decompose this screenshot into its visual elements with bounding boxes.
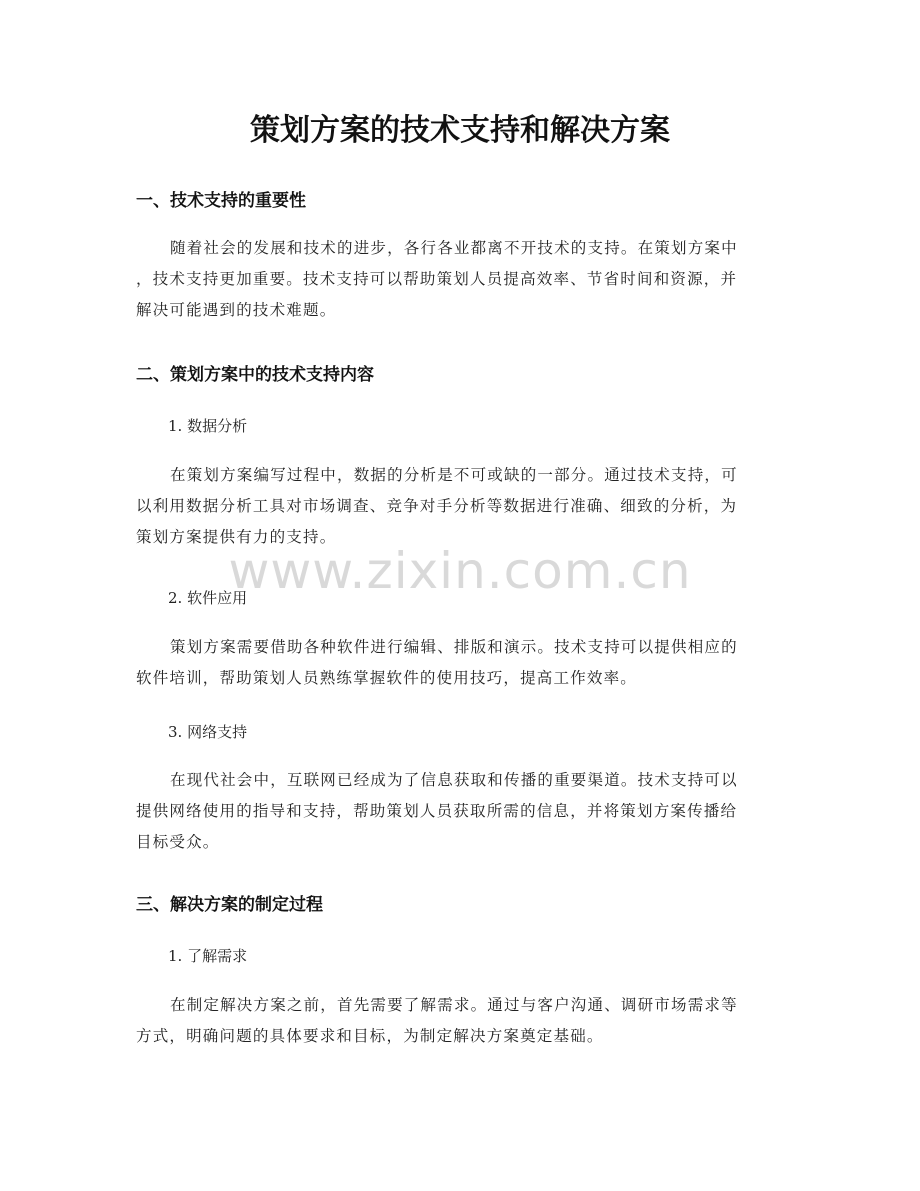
paragraph-line: 在制定解决方案之前，首先需要了解需求。通过与客户沟通、调研市场需求等 xyxy=(170,996,738,1014)
subheading-software: 2. 软件应用 xyxy=(168,589,248,607)
watermark: www.zixin.com.cn xyxy=(228,542,692,600)
paragraph-line: ，技术支持更加重要。技术支持可以帮助策划人员提高效率、节省时间和资源，并 xyxy=(136,270,738,288)
paragraph-line: 提供网络使用的指导和支持，帮助策划人员获取所需的信息，并将策划方案传播给 xyxy=(136,802,738,820)
paragraph-line: 软件培训，帮助策划人员熟练掌握软件的使用技巧，提高工作效率。 xyxy=(136,669,638,687)
requirements-paragraph xyxy=(136,990,786,1052)
section-heading-1: 一、技术支持的重要性 xyxy=(136,191,306,211)
paragraph-line: 目标受众。 xyxy=(136,833,220,851)
data-analysis-paragraph xyxy=(136,460,786,553)
paragraph-line: 以利用数据分析工具对市场调查、竞争对手分析等数据进行准确、细致的分析，为 xyxy=(136,497,738,515)
paragraph-line: 在策划方案编写过程中，数据的分析是不可或缺的一部分。通过技术支持，可 xyxy=(170,466,738,484)
section-heading-2: 二、策划方案中的技术支持内容 xyxy=(136,365,374,385)
section-1-paragraph xyxy=(136,233,786,326)
paragraph-line: 策划方案需要借助各种软件进行编辑、排版和演示。技术支持可以提供相应的 xyxy=(170,638,738,656)
paragraph-line: 策划方案提供有力的支持。 xyxy=(136,528,337,546)
subheading-data-analysis: 1. 数据分析 xyxy=(168,417,248,435)
section-heading-3: 三、解决方案的制定过程 xyxy=(136,895,323,915)
subheading-network: 3. 网络支持 xyxy=(168,723,248,741)
network-paragraph xyxy=(136,765,786,858)
subheading-requirements: 1. 了解需求 xyxy=(168,947,248,965)
software-paragraph xyxy=(136,632,786,694)
page-title: 策划方案的技术支持和解决方案 xyxy=(250,113,670,148)
paragraph-line: 在现代社会中，互联网已经成为了信息获取和传播的重要渠道。技术支持可以 xyxy=(170,771,738,789)
paragraph-line: 解决可能遇到的技术难题。 xyxy=(136,301,337,319)
paragraph-line: 方式，明确问题的具体要求和目标，为制定解决方案奠定基础。 xyxy=(136,1027,604,1045)
paragraph-line: 随着社会的发展和技术的进步，各行各业都离不开技术的支持。在策划方案中 xyxy=(170,239,738,257)
